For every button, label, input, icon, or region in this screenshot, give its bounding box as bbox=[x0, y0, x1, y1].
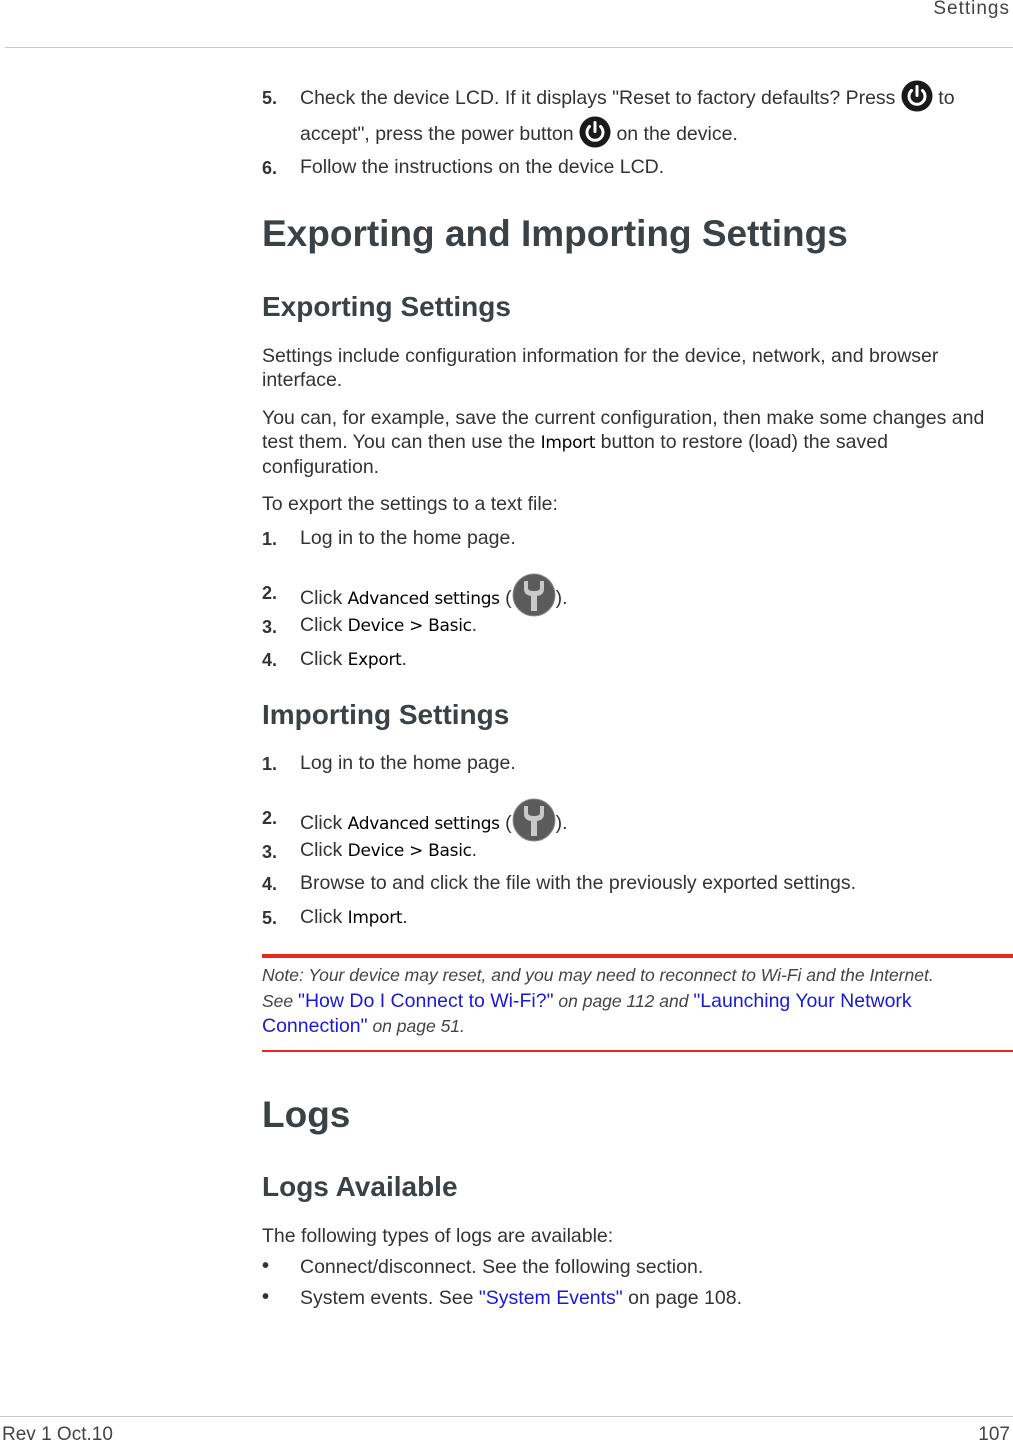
step-text bbox=[300, 86, 955, 112]
bullet-text-part: on page 108. bbox=[628, 1287, 743, 1309]
paragraph: The following types of logs are available: bbox=[262, 1225, 614, 1247]
page-header-title: Settings bbox=[933, 0, 1010, 19]
bullet-mark: • bbox=[262, 1255, 270, 1277]
power-icon bbox=[901, 80, 933, 112]
bullet-text-part: System events. See bbox=[300, 1287, 474, 1309]
step-text-part: ). bbox=[555, 812, 568, 835]
step-number: 1. bbox=[262, 754, 278, 774]
paragraph: To export the settings to a text file: bbox=[262, 493, 558, 515]
note-text: Note: Your device may reset, and you may need to reconnect to Wi-Fi and the Internet. bbox=[262, 965, 934, 985]
step-number: 4. bbox=[262, 650, 278, 670]
note-box bbox=[262, 963, 1002, 1040]
ui-label-export: Export bbox=[347, 650, 402, 670]
step-text bbox=[300, 581, 568, 617]
ui-label-advanced-settings: Advanced settings bbox=[347, 814, 500, 835]
step-text-part: Click bbox=[300, 812, 343, 835]
footer-divider bbox=[0, 1416, 1013, 1417]
step-text-part: Click bbox=[300, 614, 343, 636]
step-text-part: . bbox=[402, 906, 408, 928]
step-text bbox=[300, 806, 568, 842]
step-number: 5. bbox=[262, 88, 278, 108]
step-text: Log in to the home page. bbox=[300, 752, 516, 774]
step-text-part: Click bbox=[300, 648, 343, 670]
paragraph-part: button to restore (load) the saved configuration. bbox=[262, 431, 888, 478]
section-title: Logs bbox=[262, 1094, 351, 1135]
step-number: 2. bbox=[262, 583, 278, 603]
bullet-text: Connect/disconnect. See the following section. bbox=[300, 1256, 704, 1278]
link-system-events[interactable]: "System Events" bbox=[478, 1287, 623, 1309]
step-number: 6. bbox=[262, 158, 278, 178]
link-connect-wifi[interactable]: "How Do I Connect to Wi-Fi?" bbox=[298, 989, 554, 1012]
step-text-part: Click bbox=[300, 587, 343, 610]
step-text-part: . bbox=[401, 648, 407, 670]
step-number: 2. bbox=[262, 808, 278, 828]
note-bottom-rule bbox=[262, 1050, 1013, 1052]
wrench-icon bbox=[512, 573, 556, 617]
paragraph-part: You can, for example, save the current configuration, then make some changes and test them. You can then use the bbox=[262, 407, 985, 453]
note-text: on page 112 and bbox=[558, 990, 689, 1011]
ui-label-advanced-settings: Advanced settings bbox=[347, 589, 500, 610]
step-text bbox=[300, 906, 408, 929]
note-top-rule bbox=[262, 954, 1013, 958]
step-text-part: ( bbox=[505, 812, 512, 835]
bullet-text bbox=[300, 1287, 742, 1310]
header-divider bbox=[5, 47, 1013, 48]
step-text-part: Click bbox=[300, 906, 343, 928]
step-text bbox=[300, 648, 407, 671]
step-text-part: Click bbox=[300, 839, 343, 861]
link-launching-network-connection[interactable]: "Launching Your Network Connection" bbox=[262, 989, 912, 1037]
ui-label-import: Import bbox=[347, 908, 403, 928]
paragraph bbox=[262, 406, 997, 479]
step-text-part: accept", press the power button bbox=[300, 123, 574, 146]
subsection-title: Logs Available bbox=[262, 1171, 458, 1202]
power-icon bbox=[579, 116, 611, 148]
step-text-part: ( bbox=[505, 587, 512, 610]
ui-label-device-basic: Device > Basic bbox=[347, 616, 472, 636]
step-text: Log in to the home page. bbox=[300, 527, 516, 549]
note-text: on page 51. bbox=[372, 1016, 465, 1036]
step-text: Follow the instructions on the device LCD. bbox=[300, 156, 665, 178]
ui-label-device-basic: Device > Basic bbox=[347, 841, 472, 861]
footer-revision: Rev 1 Oct.10 bbox=[2, 1424, 113, 1445]
subsection-title: Exporting Settings bbox=[262, 291, 511, 322]
step-text: Browse to and click the file with the previously exported settings. bbox=[300, 872, 857, 894]
step-text-part: . bbox=[471, 839, 478, 861]
footer-page-number: 107 bbox=[978, 1424, 1010, 1445]
note-text: See bbox=[262, 990, 294, 1011]
step-text-part: on the device. bbox=[616, 123, 738, 146]
step-number: 5. bbox=[262, 908, 278, 928]
step-text-part: . bbox=[471, 614, 478, 636]
subsection-title: Importing Settings bbox=[262, 699, 510, 730]
step-text bbox=[300, 614, 477, 637]
step-text-part: ). bbox=[555, 587, 568, 610]
step-number: 1. bbox=[262, 529, 278, 549]
step-number: 3. bbox=[262, 617, 278, 637]
section-title: Exporting and Importing Settings bbox=[262, 213, 848, 254]
bullet-mark: • bbox=[262, 1286, 270, 1308]
step-number: 3. bbox=[262, 842, 278, 862]
step-number: 4. bbox=[262, 874, 278, 894]
step-text-part: to bbox=[938, 87, 955, 110]
step-text-part: Check the device LCD. If it displays "Reset to factory defaults? Press bbox=[300, 87, 896, 110]
wrench-icon bbox=[512, 798, 556, 842]
ui-label-import: Import bbox=[540, 433, 596, 453]
step-text bbox=[300, 122, 738, 148]
paragraph: Settings include configuration information for the device, network, and browser interface. bbox=[262, 345, 939, 391]
step-text bbox=[300, 839, 477, 862]
